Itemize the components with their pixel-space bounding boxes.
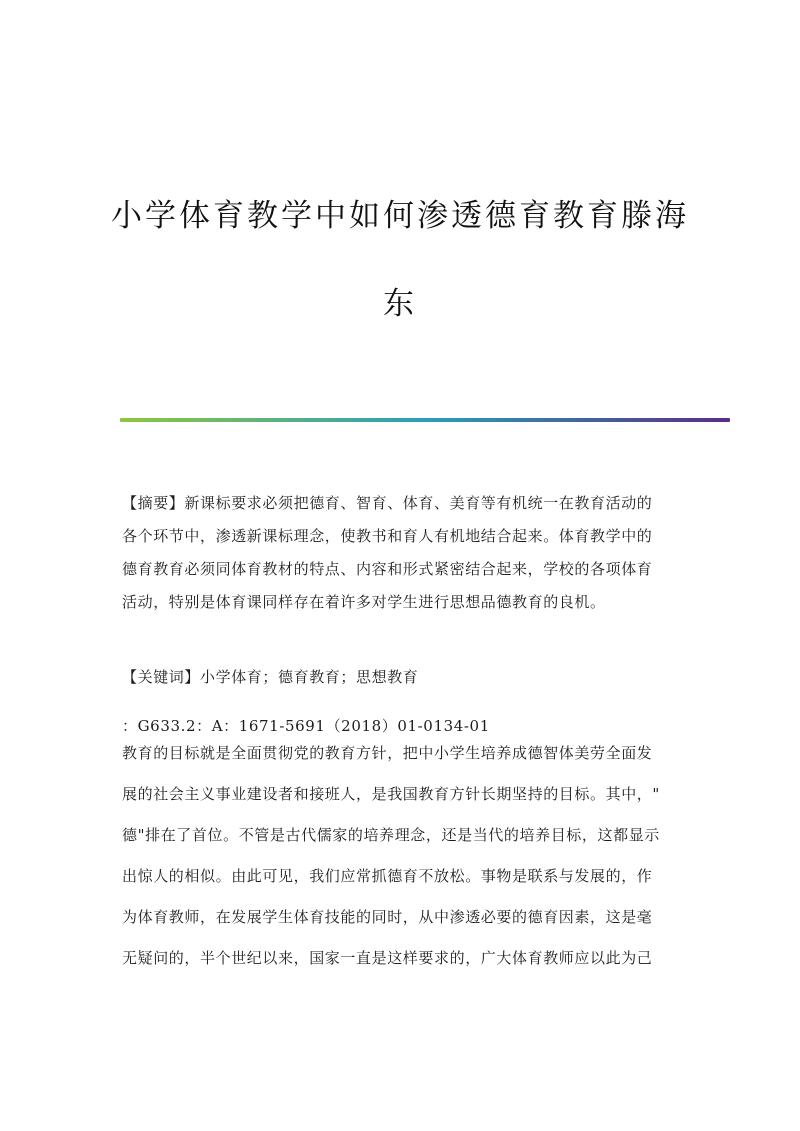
- abstract-line: 德育教育必须同体育教材的特点、内容和形式紧密结合起来，学校的各项体育: [122, 560, 653, 578]
- gradient-divider: [120, 418, 730, 422]
- abstract-line: 【摘要】新课标要求必须把德育、智育、体育、美育等有机统一在教育活动的: [122, 494, 653, 512]
- body-line: 展的社会主义事业建设者和接班人，是我国教育方针长期坚持的目标。其中，": [122, 785, 660, 803]
- keywords-paragraph: [122, 661, 682, 694]
- abstract-line: 活动，特别是体育课同样存在着许多对学生进行思想品德教育的良机。: [122, 593, 606, 611]
- abstract-line: 各个环节中，渗透新课标理念，使教书和育人有机地结合起来。体育教学中的: [122, 527, 653, 545]
- body-line: 德"排在了首位。不管是古代儒家的培养理念，还是当代的培养目标，这都显示: [122, 826, 660, 844]
- body-line: 为体育教师，在发展学生体育技能的同时，从中渗透必要的德育因素，这是毫: [122, 908, 653, 926]
- body-line: 教育的目标就是全面贯彻党的教育方针，把中小学生培养成德智体美劳全面发: [122, 744, 653, 762]
- body-line: 无疑问的，半个世纪以来，国家一直是这样要求的，广大体育教师应以此为己: [122, 949, 653, 967]
- article-title-line-2: 东: [383, 286, 417, 322]
- article-title-line-1: 小学体育教学中如何渗透德育教育滕海: [111, 198, 689, 234]
- classification-line: ：G633.2：A：1671-5691（2018）01-0134-01: [122, 717, 490, 735]
- body-line: 出惊人的相似。由此可见，我们应常抓德育不放松。事物是联系与发展的，作: [122, 867, 653, 885]
- keywords-line: 【关键词】小学体育；德育教育；思想教育: [122, 668, 419, 686]
- body-paragraph: [122, 733, 682, 979]
- abstract-paragraph: [122, 487, 682, 619]
